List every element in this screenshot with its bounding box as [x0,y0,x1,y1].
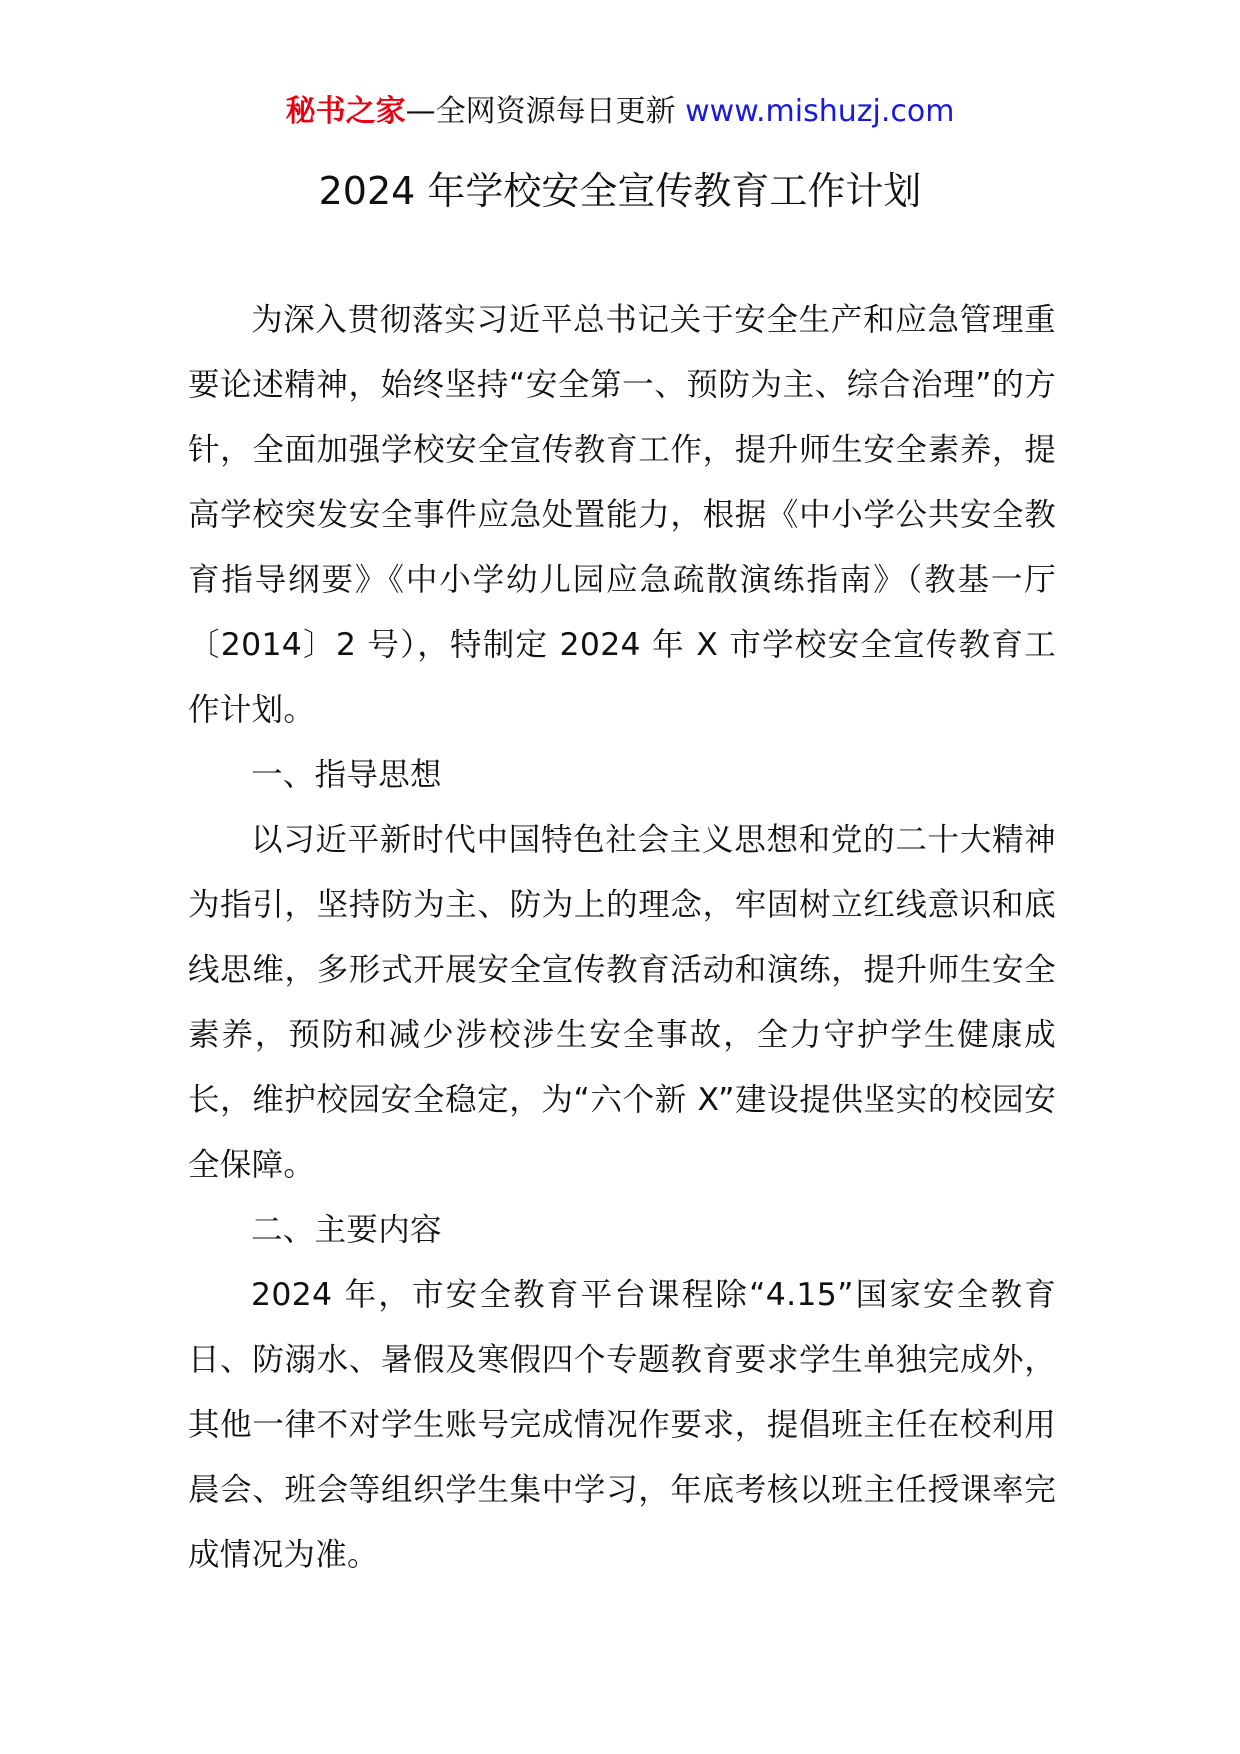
main-content-paragraph: 2024 年，市安全教育平台课程除“4.15”国家安全教育日、防溺水、暑假及寒假四个专题教育要求学生单独完成外，其他一律不对学生账号完成情况作要求，提倡班主任在校利用晨会、班会等组织学生集中学习，年底考核以班主任授课率完成情况为准。 [188,1277,1056,1573]
guiding-ideology-paragraph: 以习近平新时代中国特色社会主义思想和党的二十大精神为指引，坚持防为主、防为上的理念，牢固树立红线意识和底线思维，多形式开展安全宣传教育活动和演练，提升师生安全素养，预防和减少涉校涉生安全事故，全力守护学生健康成长，维护校园安全稳定，为“六个新 X”建设提供坚实的校园安全保障。 [188,822,1056,1183]
section-heading-guiding-ideology: 一、指导思想 [251,757,442,793]
intro-paragraph: 为深入贯彻落实习近平总书记关于安全生产和应急管理重要论述精神，始终坚持“安全第一、预防为主、综合治理”的方针，全面加强学校安全宣传教育工作，提升师生安全素养，提高学校突发安全事件应急处置能力，根据《中小学公共安全教育指导纲要》《中小学幼儿园应急疏散演练指南》（教基一厅〔2014〕2 号），特制定 2024 年 X 市学校安全宣传教育工作计划。 [188,302,1056,728]
document-title: 2024 年学校安全宣传教育工作计划 [318,169,922,213]
site-url-link[interactable]: www.mishuzj.com [685,94,955,129]
brand-name: 秘书之家 [285,94,406,129]
brand-tagline: —全网资源每日更新 [405,94,676,129]
document-body [188,288,1056,1588]
section-heading-main-content: 二、主要内容 [251,1212,442,1248]
watermark-header [0,92,1240,132]
